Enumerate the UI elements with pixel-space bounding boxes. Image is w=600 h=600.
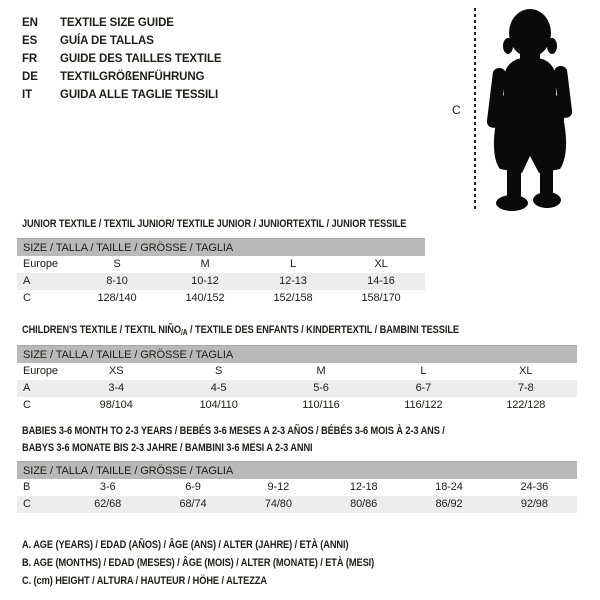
legend-note-a: A. AGE (YEARS) / EDAD (AÑOS) / ÂGE (ANS) / ALTER (JAHRE) / ETÀ (ANNI) — [22, 539, 349, 551]
junior-section-title: JUNIOR TEXTILE / TEXTIL JUNIOR/ TEXTILE JUNIOR / JUNIORTEXTIL / JUNIOR TESSILE — [22, 218, 407, 230]
table-cell: 7-8 — [517, 382, 534, 394]
table-cell: 3-6 — [99, 481, 116, 493]
height-measure-label: C — [452, 103, 461, 117]
babies-section-title — [22, 423, 445, 457]
table-cell: 9-12 — [267, 481, 290, 493]
language-code: FR — [22, 53, 38, 65]
table-cell: S — [214, 365, 223, 377]
table-cell: 122/128 — [506, 399, 546, 411]
table-cell: M — [316, 365, 326, 377]
baby-silhouette-icon — [484, 6, 588, 214]
table-row — [17, 496, 577, 513]
language-code: EN — [22, 17, 38, 29]
table-cell: 104/110 — [199, 399, 238, 411]
table-cell: M — [200, 258, 210, 270]
table-cell: 3-4 — [108, 382, 124, 394]
table-row — [17, 290, 425, 307]
row-label: C — [23, 292, 31, 304]
language-item — [22, 32, 222, 50]
children-section-title — [22, 322, 459, 341]
language-label: GUIDE DES TAILLES TEXTILE — [60, 53, 222, 65]
language-label: GUÍA DE TALLAS — [60, 35, 154, 47]
table-cell: 86/92 — [435, 498, 463, 510]
table-cell: 8-10 — [106, 275, 128, 287]
table-cell: L — [289, 258, 297, 270]
row-label: C — [23, 498, 31, 510]
table-cell: 68/74 — [179, 498, 207, 510]
language-code: ES — [22, 35, 38, 47]
table-cell: 18-24 — [435, 481, 463, 493]
language-item — [22, 86, 222, 104]
row-label: B — [23, 481, 31, 493]
title-subscript: /A — [180, 328, 188, 337]
language-code: DE — [22, 71, 38, 83]
table-cell: 92/98 — [520, 498, 548, 510]
table-cell: 6-9 — [185, 481, 201, 493]
language-item — [22, 68, 222, 86]
table-cell: 12-18 — [349, 481, 378, 493]
language-item — [22, 14, 222, 32]
table-cell: XL — [374, 258, 388, 270]
language-title-list — [22, 14, 222, 104]
table-row — [17, 397, 577, 414]
table-row — [17, 380, 577, 397]
legend-note-b: B. AGE (MONTHS) / EDAD (MESES) / ÂGE (MOIS) / ALTER (MONATE) / ETÀ (MESI) — [22, 557, 375, 569]
junior-size-table — [17, 238, 425, 307]
table-cell: 14-16 — [367, 275, 395, 287]
table-cell: 62/68 — [94, 498, 122, 510]
language-label: TEXTILGRÖßENFÜHRUNG — [60, 71, 205, 83]
table-cell: 80/86 — [350, 498, 378, 510]
row-label: A — [23, 382, 31, 394]
title-text: / TEXTILE DES ENFANTS / KINDERTEXTIL / BAMBINI TESSILE — [187, 324, 459, 336]
legend-notes — [22, 536, 374, 590]
table-cell: L — [420, 365, 427, 377]
table-row — [17, 273, 425, 290]
language-code: IT — [22, 89, 33, 101]
table-row — [17, 363, 577, 380]
language-item — [22, 50, 222, 68]
size-header-row: SIZE / TALLA / TAILLE / GRÖSSE / TAGLIA — [17, 345, 577, 363]
title-line: BABIES 3-6 MONTH TO 2-3 YEARS / BEBÉS 3-6 MESES A 2-3 AÑOS / BÉBÉS 3-6 MOIS À 2-3 ANS / — [22, 425, 445, 437]
table-cell: 116/122 — [404, 399, 443, 411]
height-measure-dashed-line — [474, 8, 476, 212]
size-header-row: SIZE / TALLA / TAILLE / GRÖSSE / TAGLIA — [17, 238, 425, 256]
legend-note-c: C. (cm) HEIGHT / ALTURA / HAUTEUR / HÖHE / ALTEZZA — [22, 575, 267, 587]
title-text: CHILDREN'S TEXTILE / TEXTIL NIÑO — [22, 324, 181, 336]
table-cell: 24-36 — [520, 481, 549, 493]
table-cell: 140/152 — [185, 292, 225, 304]
babies-size-table — [17, 461, 577, 513]
table-cell: 74/80 — [264, 498, 292, 510]
table-cell: XS — [108, 365, 124, 377]
row-label: Europe — [23, 258, 58, 270]
table-cell: 152/158 — [273, 292, 313, 304]
table-cell: 12-13 — [279, 275, 307, 287]
table-cell: XL — [519, 365, 533, 377]
language-label: TEXTILE SIZE GUIDE — [60, 17, 174, 29]
row-label: A — [23, 275, 31, 287]
table-cell: 158/170 — [361, 292, 401, 304]
table-row — [17, 479, 577, 496]
title-line: BABYS 3-6 MONATE BIS 2-3 JAHRE / BAMBINI 3-6 MESI A 2-3 ANNI — [22, 442, 313, 454]
table-cell: 4-5 — [210, 382, 227, 394]
language-label: GUIDA ALLE TAGLIE TESSILI — [60, 89, 219, 101]
table-cell: 128/140 — [97, 292, 137, 304]
table-cell: 10-12 — [191, 275, 219, 287]
table-cell: S — [113, 258, 121, 270]
size-header-row: SIZE / TALLA / TAILLE / GRÖSSE / TAGLIA — [17, 461, 577, 479]
table-cell: 110/116 — [302, 399, 340, 411]
table-cell: 5-6 — [313, 382, 329, 394]
table-row — [17, 256, 425, 273]
table-cell: 98/104 — [99, 399, 133, 411]
row-label: Europe — [23, 365, 58, 377]
children-size-table — [17, 345, 577, 414]
row-label: C — [23, 399, 31, 411]
table-cell: 6-7 — [415, 382, 432, 394]
